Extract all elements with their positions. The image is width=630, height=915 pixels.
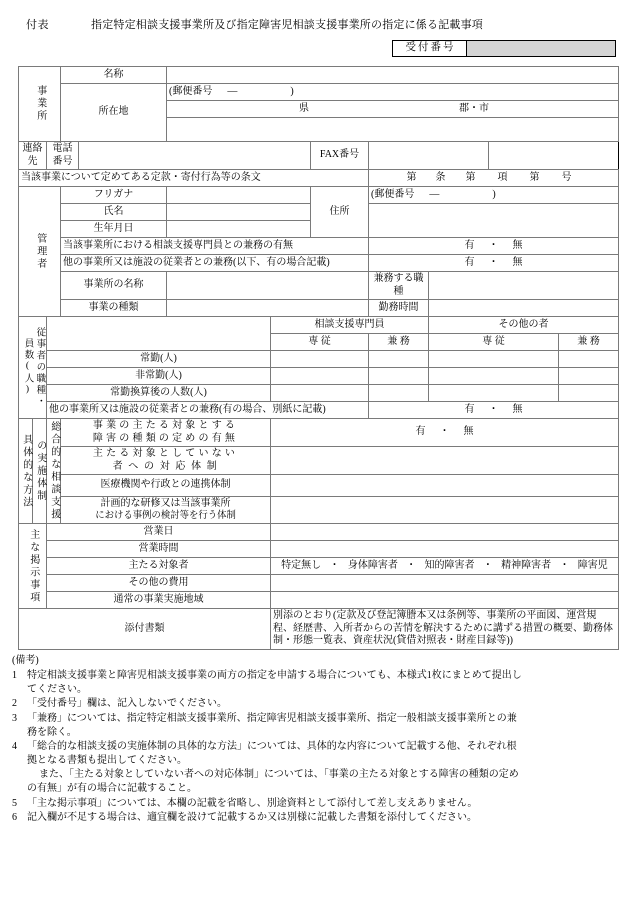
manager-furigana-value[interactable]	[167, 187, 311, 204]
staff-cell[interactable]	[429, 368, 559, 385]
manager-work-hours-value[interactable]	[429, 300, 619, 317]
manager-concurrent-job-label: 兼務する職種	[369, 272, 429, 300]
support-vertical-label-1: 総合的な相談支援	[47, 419, 61, 524]
manager-concurrent-other-row	[19, 255, 619, 272]
clause-row	[19, 170, 619, 187]
manager-address-label: 住所	[311, 187, 369, 238]
support-label-line2: における事例の検討等を行う体制	[95, 510, 236, 521]
support-row-value[interactable]	[271, 497, 619, 524]
manager-zip-dash: —	[429, 188, 440, 200]
manager-office-name-label: 事業所の名称	[61, 272, 167, 300]
clause-part-4: 第	[529, 171, 540, 183]
choice-yes[interactable]: 有	[464, 239, 475, 251]
support-row-value[interactable]	[271, 475, 619, 497]
page-title: 指定特定相談支援事業所及び指定障害児相談支援事業所の指定に係る記載事項	[91, 19, 483, 31]
remarks-line: また、「主たる対象としていない者への対応体制」については、「事業の主たる対象とする障害の種類の定め	[39, 769, 519, 781]
office-tel-label: 電話番号	[47, 142, 79, 170]
manager-zip-suffix: )	[492, 188, 496, 200]
manager-name-label: 氏名	[61, 204, 167, 221]
staff-vertical-label-1: 従事者の職種・	[34, 327, 45, 408]
notice-target-1[interactable]: 身体障害者	[347, 560, 398, 571]
remarks-line: 「兼務」については、指定特定相談支援事業所、指定障害児相談支援事業所、指定一般相談支援事業所との兼	[27, 712, 517, 724]
office-city-label: 郡・市	[459, 102, 490, 114]
manager-concurrent-other-label: 他の事業所又は施設の従業者との兼務(以下、有の場合記載)	[61, 255, 369, 272]
office-zip-field[interactable]	[167, 84, 619, 101]
support-vertical-label-3: 具体的な方法	[19, 419, 33, 524]
office-name-label: 名称	[61, 67, 167, 84]
staff-cell[interactable]	[429, 351, 559, 368]
manager-office-name-value[interactable]	[167, 272, 369, 300]
remarks-number: 5	[12, 797, 17, 809]
notice-target-0[interactable]: 特定無し	[281, 560, 322, 571]
notice-target-choices[interactable]	[271, 558, 619, 575]
notice-row-value[interactable]	[271, 592, 619, 609]
staff-col-other-concurrent: 兼 務	[559, 334, 619, 351]
manager-business-type-row	[19, 300, 619, 317]
notice-target-sep: ・	[329, 560, 340, 571]
manager-name-value[interactable]	[167, 204, 311, 221]
remarks-number: 3	[12, 712, 17, 724]
notice-row-3	[19, 575, 619, 592]
notice-row-label: 営業日	[47, 524, 271, 541]
remarks-line: 特定相談支援事業と障害児相談支援事業の両方の指定を申請する場合についても、本様式1枚にまとめて提出し	[27, 669, 522, 681]
support-row-label	[61, 419, 271, 447]
clause-label: 当該事業について定めてある定款・寄付行為等の条文	[19, 170, 369, 187]
choice-no[interactable]: 無	[463, 426, 474, 438]
staff-concurrent-row	[19, 402, 619, 419]
staff-col-specialist-concurrent: 兼 務	[369, 334, 429, 351]
staff-blank-corner	[47, 317, 271, 351]
manager-business-type-label: 事業の種類	[61, 300, 167, 317]
remarks-body	[27, 811, 622, 825]
table-row	[19, 351, 619, 368]
support-row-3	[19, 497, 619, 524]
notice-target-3[interactable]: 精神障害者	[501, 560, 552, 571]
staff-group-header-row	[19, 317, 619, 334]
remarks-line: 務を除く。	[27, 726, 77, 738]
notice-row-label: その他の費用	[47, 575, 271, 592]
support-row-0	[19, 419, 619, 447]
manager-concurrent-office-row	[19, 238, 619, 255]
attachments-text: 別添のとおり(定款及び登記簿謄本又は条例等、事業所の平面図、運営規程、経歴書、入所者からの苦情を解決するために講ずる措置の概要、勤務体制・形態一覧表、資産状況(貸借対照表・財産目録等))	[271, 609, 619, 650]
remarks-item	[12, 797, 622, 811]
office-fax-label: FAX番号	[311, 142, 369, 170]
remarks-line: の有無」が有の場合に記載すること。	[27, 783, 197, 795]
notice-target-sep: ・	[559, 560, 570, 571]
notice-row-value[interactable]	[271, 524, 619, 541]
choice-sep: ・	[488, 403, 499, 415]
remarks-line: てください。	[27, 684, 87, 696]
office-address-label: 所在地	[61, 84, 167, 142]
manager-concurrent-other-choice[interactable]	[369, 255, 619, 272]
staff-row-label: 常勤(人)	[47, 351, 271, 368]
notice-vertical-label: 主な掲示事項	[19, 524, 47, 609]
support-label-line1: 主たる対象としていない	[92, 448, 239, 459]
support-row-label	[61, 497, 271, 524]
remarks-body	[27, 669, 622, 697]
support-row-2	[19, 475, 619, 497]
staff-cell[interactable]	[559, 385, 619, 402]
staff-vertical-label	[19, 317, 47, 419]
office-zip-suffix: )	[290, 85, 294, 97]
remarks-line: 「受付番号」欄は、記入しないでください。	[27, 698, 227, 710]
office-address-line1[interactable]	[167, 101, 619, 118]
notice-row-label: 営業時間	[47, 541, 271, 558]
choice-yes[interactable]: 有	[464, 256, 475, 268]
notice-row-4	[19, 592, 619, 609]
staff-row-label: 常勤換算後の人数(人)	[47, 385, 271, 402]
remarks-body	[27, 797, 622, 811]
manager-birth-label: 生年月日	[61, 221, 167, 238]
support-row-value[interactable]	[271, 447, 619, 475]
office-vertical-label: 事業所	[19, 67, 61, 142]
staff-group-other: その他の者	[429, 317, 619, 334]
support-row-label	[61, 475, 271, 497]
staff-vertical-label-2: 員数(人)	[22, 338, 33, 397]
manager-furigana-row	[19, 187, 619, 204]
receipt-number-label: 受付番号	[393, 41, 467, 56]
staff-cell[interactable]	[369, 368, 429, 385]
manager-zip-field[interactable]	[369, 187, 619, 204]
remarks-item	[12, 740, 622, 797]
support-label-line1: 計画的な研修又は当該事業所	[100, 498, 231, 509]
notice-row-label: 主たる対象者	[47, 558, 271, 575]
staff-cell[interactable]	[271, 351, 369, 368]
staff-concurrent-choice[interactable]	[369, 402, 619, 419]
choice-no[interactable]: 無	[512, 403, 523, 415]
remarks-number: 2	[12, 698, 17, 710]
staff-cell[interactable]	[429, 385, 559, 402]
notice-row-2	[19, 558, 619, 575]
support-label-line1: 医療機関や行政との連携体制	[100, 479, 231, 491]
manager-concurrent-office-label: 当該事業所における相談支援専門員との兼務の有無	[61, 238, 369, 255]
staff-col-specialist-exclusive: 専 従	[271, 334, 369, 351]
manager-work-hours-label: 勤務時間	[369, 300, 429, 317]
remarks-number: 4	[12, 740, 17, 752]
choice-yes[interactable]: 有	[464, 403, 475, 415]
choice-sep: ・	[488, 239, 499, 251]
staff-group-specialist: 相談支援専門員	[271, 317, 429, 334]
office-zip-prefix: (郵便番号	[169, 85, 213, 97]
remarks-item	[12, 712, 622, 740]
notice-row-value[interactable]	[271, 575, 619, 592]
staff-cell[interactable]	[369, 385, 429, 402]
table-row	[19, 385, 619, 402]
clause-fields[interactable]	[369, 170, 619, 187]
support-row-choice[interactable]	[271, 419, 619, 447]
clause-part-2: 第	[465, 171, 476, 183]
manager-concurrent-job-value[interactable]	[429, 272, 619, 300]
choice-no[interactable]: 無	[512, 256, 523, 268]
manager-furigana-label: フリガナ	[61, 187, 167, 204]
receipt-number-input[interactable]	[467, 41, 615, 56]
remarks-body	[27, 697, 622, 711]
office-fax-value[interactable]	[369, 142, 489, 170]
support-row-label	[61, 447, 271, 475]
office-zip-dash: —	[227, 85, 238, 97]
manager-office-name-row	[19, 272, 619, 300]
notice-row-1	[19, 541, 619, 558]
attachments-row	[19, 609, 619, 650]
support-vertical-label-2: の実施体制	[33, 419, 47, 524]
remarks-line: 記入欄が不足する場合は、適宜欄を設けて記載するか又は別様に記載した書類を添付してください。	[27, 811, 477, 823]
support-label-line2: 障害の種類の定めの有無	[92, 432, 239, 444]
receipt-number-box	[392, 40, 616, 57]
notice-target-2[interactable]: 知的障害者	[424, 560, 475, 571]
notice-target-4[interactable]: 障害児	[577, 560, 608, 571]
table-row	[19, 368, 619, 385]
manager-address-value[interactable]	[369, 204, 619, 238]
remarks-line: 拠となる書類も提出してください。	[27, 755, 187, 767]
clause-part-0: 第	[406, 171, 417, 183]
remarks-item	[12, 811, 622, 825]
choice-no[interactable]: 無	[512, 239, 523, 251]
remarks-number: 1	[12, 669, 17, 681]
attachments-label: 添付書類	[19, 609, 271, 650]
office-contact-row	[19, 142, 619, 170]
choice-yes[interactable]: 有	[415, 426, 426, 438]
office-name-value[interactable]	[167, 67, 619, 84]
main-form-table	[18, 66, 619, 650]
clause-part-5: 号	[561, 171, 572, 183]
manager-vertical-label: 管理者	[19, 187, 61, 317]
office-prefecture-label: 県	[299, 102, 310, 114]
remarks-item	[12, 697, 622, 711]
office-address-zip-row	[19, 84, 619, 101]
office-contact-label: 連絡先	[19, 142, 47, 170]
manager-business-type-value[interactable]	[167, 300, 369, 317]
notice-row-0	[19, 524, 619, 541]
staff-cell[interactable]	[271, 368, 369, 385]
notice-row-value[interactable]	[271, 541, 619, 558]
remarks-title: (備考)	[12, 654, 39, 666]
staff-cell[interactable]	[369, 351, 429, 368]
support-label-line1: 事業の主たる対象とする	[92, 420, 239, 431]
staff-cell[interactable]	[271, 385, 369, 402]
manager-concurrent-office-choice[interactable]	[369, 238, 619, 255]
office-address-line2[interactable]	[167, 118, 619, 142]
manager-birth-value[interactable]	[167, 221, 311, 238]
support-label-line2: 者 へ の 対 応 体 制	[112, 460, 219, 472]
clause-part-1: 条	[435, 171, 446, 183]
office-name-row	[19, 67, 619, 84]
staff-cell[interactable]	[559, 368, 619, 385]
receipt-number-row	[0, 32, 630, 57]
remarks-number: 6	[12, 811, 17, 823]
choice-sep: ・	[488, 256, 499, 268]
notice-target-sep: ・	[482, 560, 493, 571]
manager-zip-prefix: (郵便番号	[371, 188, 415, 200]
remarks-body	[27, 740, 622, 797]
staff-concurrent-label: 他の事業所又は施設の従業者との兼務(有の場合、別紙に記載)	[47, 402, 369, 419]
form-tag: 付表	[26, 19, 49, 31]
office-tel-value[interactable]	[79, 142, 311, 170]
remarks-item	[12, 669, 622, 697]
staff-col-other-exclusive: 専 従	[429, 334, 559, 351]
remarks-body	[27, 712, 622, 740]
page-header	[0, 0, 630, 32]
staff-cell[interactable]	[559, 351, 619, 368]
staff-row-label: 非常勤(人)	[47, 368, 271, 385]
notice-target-sep: ・	[406, 560, 417, 571]
clause-part-3: 項	[497, 171, 508, 183]
remarks-section	[12, 654, 622, 825]
notice-row-label: 通常の事業実施地域	[47, 592, 271, 609]
remarks-line: 「主な掲示事項」については、本欄の記載を省略し、別途資料として添付して差し支えありません。	[27, 797, 478, 809]
support-row-1	[19, 447, 619, 475]
choice-sep: ・	[439, 426, 450, 438]
remarks-line: 「総合的な相談支援の実施体制の具体的な方法」については、具体的な内容について記載する他、それぞれ根	[27, 740, 517, 752]
